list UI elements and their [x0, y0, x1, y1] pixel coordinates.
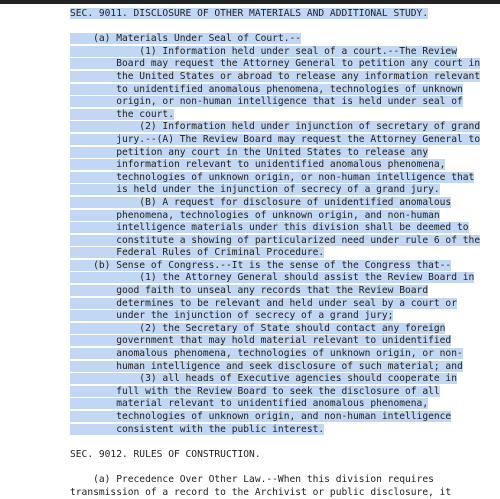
line-text: (2) the Secretary of State should contact any foreign: [70, 322, 446, 334]
selected-text-line[interactable]: [70, 247, 490, 260]
selected-text-line[interactable]: [70, 84, 490, 97]
selected-text-line[interactable]: [70, 386, 490, 399]
selected-text-line[interactable]: [70, 71, 490, 84]
line-text: consistent with the public interest.: [70, 423, 325, 435]
line-text: technologies of unknown origin, and non-human intelligence: [70, 411, 452, 422]
selected-text-line[interactable]: [70, 33, 490, 46]
selected-text-line[interactable]: [70, 109, 490, 122]
line-text: Federal Rules of Criminal Procedure.: [70, 247, 325, 259]
line-text: government that may hold material relevant to unidentified: [70, 335, 452, 347]
line-text: (a) Materials Under Seal of Court.--: [70, 33, 302, 45]
selected-text-line[interactable]: [70, 147, 490, 160]
line-text: the United States or abroad to release any information relevant: [70, 70, 481, 82]
text-line[interactable]: [70, 21, 490, 34]
line-text: (3) all heads of Executive agencies should cooperate in: [70, 373, 457, 385]
selected-text-line[interactable]: [70, 310, 490, 323]
selected-text-line[interactable]: [70, 184, 490, 197]
line-text: technologies of unknown origin, or non-human intelligence that: [70, 171, 475, 183]
window-top-bar: [0, 0, 500, 4]
selected-text-line[interactable]: [70, 335, 490, 348]
selected-text-line[interactable]: [70, 348, 490, 361]
line-text: to unidentified anomalous phenomena, technologies of unknown: [70, 83, 463, 95]
selected-text-line[interactable]: [70, 361, 490, 374]
line-text: good faith to unseal any records that the Review Board: [70, 285, 429, 297]
line-text: information relevant to unidentified anomalous phenomena,: [70, 159, 446, 171]
selected-text-line[interactable]: [70, 210, 490, 223]
line-text: (b) Sense of Congress.--It is the sense of the Congress that--: [70, 259, 452, 271]
line-text: is held under the injunction of secrecy of a grand jury.: [70, 184, 440, 196]
selected-text-line[interactable]: [70, 121, 490, 134]
text-line[interactable]: [70, 487, 490, 499]
selected-text-line[interactable]: [70, 172, 490, 185]
selected-text-line[interactable]: [70, 197, 490, 210]
selected-text-line[interactable]: [70, 260, 490, 273]
line-text: origin, or non-human intelligence that is held under seal of: [70, 96, 463, 108]
line-text: SEC. 9011. DISCLOSURE OF OTHER MATERIALS AND ADDITIONAL STUDY.: [70, 8, 429, 19]
line-text: transmission of a record to the Archivist or public disclosure, it: [70, 486, 452, 498]
line-text: SEC. 9012. RULES OF CONSTRUCTION.: [70, 448, 261, 460]
line-text: human intelligence and seek disclosure of such material; and: [70, 360, 463, 372]
line-text: jury.--(A) The Review Board may request the Attorney General to: [70, 133, 481, 145]
selected-text-line[interactable]: [70, 159, 490, 172]
text-line[interactable]: [70, 474, 490, 487]
line-text: (a) Precedence Over Other Law.--When this division requires: [70, 473, 434, 485]
selected-text-line[interactable]: [70, 323, 490, 336]
line-text: full with the Review Board to seek the disclosure of all: [70, 385, 440, 397]
text-line[interactable]: [70, 461, 490, 474]
line-text: determines to be relevant and held under seal by a court or: [70, 297, 457, 309]
line-text: (2) Information held under injunction of secretary of grand: [70, 121, 481, 133]
selected-text-line[interactable]: [70, 285, 490, 298]
text-line[interactable]: [70, 436, 490, 449]
line-text: anomalous phenomena, technologies of unknown origin, or non-: [70, 348, 463, 360]
line-text: (1) the Attorney General should assist the Review Board in: [70, 272, 475, 284]
selected-text-line[interactable]: [70, 8, 490, 21]
line-text: petition any court in the United States to release any: [70, 146, 429, 158]
selected-text-line[interactable]: [70, 298, 490, 311]
line-text: intelligence materials under this division shall be deemed to: [70, 222, 469, 234]
selected-text-line[interactable]: [70, 398, 490, 411]
selected-text-line[interactable]: [70, 235, 490, 248]
line-text: constitute a showing of particularized need under rule 6 of the: [70, 234, 481, 246]
line-text: material relevant to unidentified anomalous phenomena,: [70, 398, 429, 410]
text-line[interactable]: [70, 449, 490, 462]
selected-text-line[interactable]: [70, 134, 490, 147]
line-text: phenomena, technologies of unknown origin, and non-human: [70, 209, 440, 221]
legislative-text-document[interactable]: [70, 8, 490, 499]
line-text: Board may request the Attorney General to petition any court in: [70, 58, 481, 70]
selected-text-line[interactable]: [70, 96, 490, 109]
line-text: under the injunction of secrecy of a grand jury;: [70, 310, 394, 322]
selected-text-line[interactable]: [70, 424, 490, 437]
line-text: the court.: [70, 108, 174, 120]
selected-text-line[interactable]: [70, 222, 490, 235]
selected-text-line[interactable]: [70, 411, 490, 424]
selected-text-line[interactable]: [70, 58, 490, 71]
selected-text-line[interactable]: [70, 46, 490, 59]
selected-text-line[interactable]: [70, 373, 490, 386]
line-text: (B) A request for disclosure of unidentified anomalous: [70, 196, 452, 208]
selected-text-line[interactable]: [70, 272, 490, 285]
line-text: (1) Information held under seal of a court.--The Review: [70, 45, 457, 57]
